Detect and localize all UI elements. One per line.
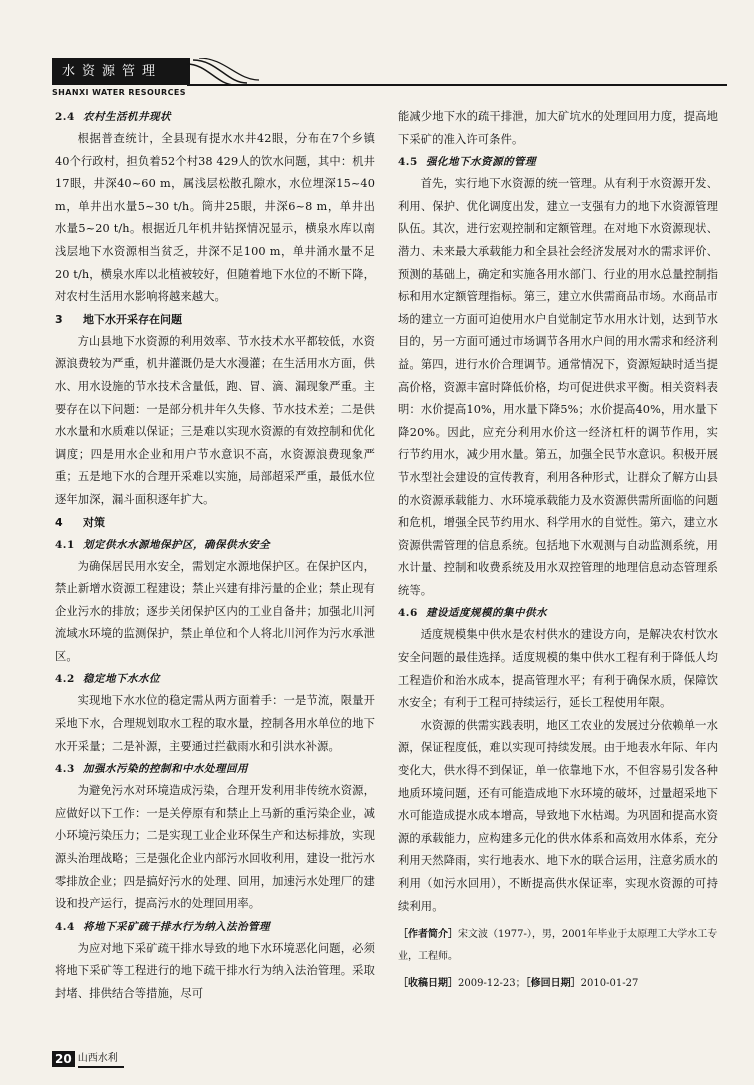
paragraph: 根据普查统计，全县现有提水水井42眼，分布在7个乡镇40个行政村，担负着52个村38 429人的饮水问题，其中：机井17眼，井深40~60 m，属浅层松散孔隙水，水位埋深15~40 m，单井出水量5~30 t/h。筒井25眼，井深6~8 m，单井出水量5~20 t/h。根据近几年机井钻探情况显示，横泉水库以南浅层地下水资源相当贫乏，井深不足100 m，单井涌水量不足20 t/h，横泉水库以北植被较好，但随着地下水位的不断下降，对农村生活用水影响将越来越大。: [55, 132, 376, 304]
section-heading: 2.4 农村生活机井现状: [55, 111, 171, 123]
paragraph: 能减少地下水的疏干排泄，加大矿坑水的处理回用力度，提高地下采矿的准入许可条件。: [398, 110, 718, 146]
section-heading: 3 地下水开采存在问题: [55, 312, 182, 326]
section-heading: 4.3 加强水污染的控制和中水处理回用: [55, 763, 248, 776]
right-column: [398, 106, 718, 994]
left-column: [55, 106, 375, 1006]
page-number: 20: [52, 1051, 75, 1067]
section-heading: 4.1 划定供水水源地保护区，确保供水安全: [55, 538, 270, 551]
journal-english-title: SHANXI WATER RESOURCES: [52, 88, 186, 97]
journal-banner: 水资源管理: [52, 58, 190, 85]
paragraph: 方山县地下水资源的利用效率、节水技术水平都较低，水资源浪费较为严重，机井灌溉仍是大水漫灌；在生活用水方面，供水、用水设施的节水技术含量低，跑、冒、滴、漏现象严重。主要存在以下问题：一是部分机井年久失修、节水技术差；二是供水水量和水质难以保证；三是难以实现水资源的有效控制和优化调度；四是用水企业和用户节水意识不高，水资源浪费现象严重；五是地下水的合理开采难以实施，局部超采严重，最低水位逐年加深，漏斗面积逐年扩大。: [55, 334, 375, 506]
footer-journal-name: 山西水利: [78, 1051, 124, 1068]
paragraph: 实现地下水水位的稳定需从两方面着手：一是节流，限量开采地下水，合理规划取水工程的取水量，控制各用水单位的地下水开采量；二是补源，主要通过拦截雨水和引洪水补源。: [55, 694, 375, 753]
paragraph: 水资源的供需实践表明，地区工农业的发展过分依赖单一水源，保证程度低，难以实现可持续发展。由于地表水年际、年内变化大，供水得不到保证，单一依靠地下水，不但容易引发各种地质环境问题，还有可能造成地下水环境的破坏，过量超采地下水可能造成提水成本增高，导致地下水枯竭。为巩固和提高水资源的承载能力，应构建多元化的供水体系和高效用水体系，充分利用天然降雨，实行地表水、地下水的联合运用，注意劣质水的利用（如污水回用），不断提高供水保证率，实现水资源的可持续利用。: [398, 718, 718, 913]
page-header: [52, 58, 732, 103]
section-heading: 4.5 强化地下水资源的管理: [398, 156, 536, 169]
paragraph: 首先，实行地下水资源的统一管理。从有利于水资源开发、利用、保护、优化调度出发，建立一支强有力的地下水资源管理队伍。其次，进行宏观控制和定额管理。在对地下水资源现状、潜力、未来最大承载能力和全县社会经济发展对水的需求评价、预测的基础上，确定和实施各用水部门、行业的用水总量控制指标和用水定额管理指标。第三，建立水供需商品市场。水商品市场的建立一方面可迫使用水户自觉制定节水用水计划，达到节水目的，另一方面可通过市场调节各用水户间的用水需求和经济利益。第四，进行水价合理调节。通常情况下，资源短缺时适当提高价格，资源丰富时降低价格，均可促进供求平衡。相关资料表明：水价提高10%，用水量下降5%；水价提高40%，用水量下降20%。因此，应充分利用水价这一经济杠杆的调节作用，实行节约用水，减少用水量。第五，加强全民节水意识。积极开展节水型社会建设的宣传教育，利用各种形式，让群众了解方山县的水资源承载能力、水环境承载能力及水资源供需所面临的问题和危机，增强全民节约用水、科学用水的自觉性。第六，建立水资源供需管理的信息系统。包括地下水观测与自动监测系统，用水计量、控制和收费系统及用水双控管理的地理信息动态管理系统等。: [398, 177, 718, 597]
page-footer: [52, 1051, 124, 1067]
section-heading: 4 对策: [55, 515, 105, 529]
wave-decoration-icon: [187, 58, 732, 90]
paragraph: 为应对地下采矿疏干排水导致的地下水环境恶化问题，必须将地下采矿等工程进行的地下疏干排水行为纳入法治管理。采取封堵、排供结合等措施，尽可: [55, 941, 375, 1000]
paragraph: 为确保居民用水安全，需划定水源地保护区。在保护区内，禁止新增水资源工程建设；禁止兴建有排污量的企业；禁止现有企业污水的排放；逐步关闭保护区内的工业自备井；加强北川河流域水环境的监测保护，禁止单位和个人将北川河作为污水承泄区。: [55, 559, 375, 663]
section-heading: 4.2 稳定地下水水位: [55, 673, 160, 686]
paragraph: 适度规模集中供水是农村供水的建设方向，是解决农村饮水安全问题的最佳选择。适度规模的集中供水工程有利于降低人均工程造价和治水成本，提高管理水平；有利于确保水质，保障饮水安全；有利于工程可持续运行，延长工程使用年限。: [398, 628, 718, 710]
paragraph: 为避免污水对环境造成污染，合理开发利用非传统水资源，应做好以下工作：一是关停原有和禁止上马新的重污染企业，减小环境污染压力；二是实现工业企业环保生产和达标排放，实现源头治理战略；三是强化企业内部污水回收利用，建设一批污水零排放企业；四是搞好污水的处理、回用，加速污水处理厂的建设和投产运行，提高污水的处理回用率。: [55, 784, 375, 911]
article-dates: ［收稿日期］2009-12-23；［修回日期］2010-01-27: [398, 978, 639, 990]
section-heading: 4.6 建设适度规模的集中供水: [398, 607, 547, 620]
author-bio: ［作者简介］宋文波（1977-），男，2001年毕业于太原理工大学水工专业，工程师。: [398, 929, 718, 963]
section-heading: 4.4 将地下采矿疏干排水行为纳入法治管理: [55, 920, 270, 933]
